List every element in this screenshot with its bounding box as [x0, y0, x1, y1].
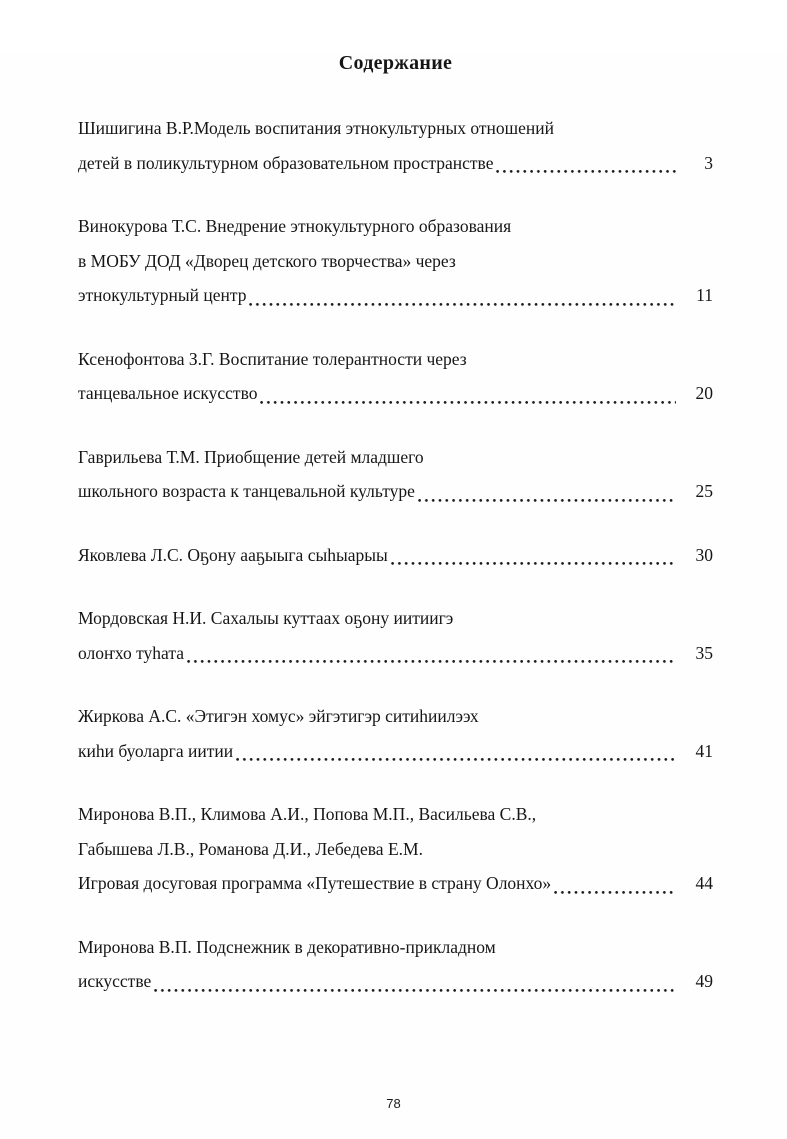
toc-page	[0, 52, 787, 1139]
toc-entry-last-line	[78, 474, 713, 509]
toc-entry-text: детей в поликультурном образовательном пространстве	[78, 152, 494, 173]
toc-entry-line: Мордовская Н.И. Сахалыы куттаах оҕону иитиигэ	[78, 608, 454, 628]
toc-entry-last-line	[78, 376, 713, 411]
toc-entry-text: этнокультурный центр	[78, 285, 247, 305]
page-title: Содержание	[338, 52, 453, 74]
toc-entry-text: киһи буоларга иитии	[78, 740, 234, 761]
toc-entry	[78, 209, 713, 313]
dot-leader	[415, 474, 680, 509]
toc-entry-line: Миронова В.П., Климова А.И., Попова М.П., Васильева С.В.,	[78, 804, 537, 824]
toc-entry-text: искусстве	[78, 971, 152, 991]
toc-entry-line: в МОБУ ДОД «Дворец детского творчества» через	[78, 250, 456, 271]
toc-entry-last-line	[78, 734, 713, 769]
toc-entry-page-number: 20	[695, 383, 713, 403]
toc-entry-text: танцевальное искусство	[78, 383, 258, 403]
toc-entry-page-number: 3	[704, 152, 713, 173]
toc-entry-page-number: 25	[695, 481, 713, 501]
toc-entry-page-number: 35	[695, 642, 713, 663]
dot-leader	[257, 376, 680, 411]
page-number-footer: 78	[386, 1096, 401, 1111]
dot-leader	[493, 146, 680, 181]
toc-entry	[78, 538, 713, 573]
dot-leader	[151, 964, 680, 999]
toc-entry-page-number: 30	[695, 544, 713, 565]
toc-entry	[78, 342, 713, 411]
toc-entry	[78, 111, 713, 180]
toc-entry-line: Гаврильева Т.М. Приобщение детей младшего	[78, 446, 424, 467]
toc-entry	[78, 930, 713, 999]
toc-entry-text: Яковлева Л.С. Оҕону ааҕыыга сыһыарыы	[78, 544, 388, 565]
toc-entry-line: Ксенофонтова З.Г. Воспитание толерантности через	[78, 348, 467, 369]
toc-entry-line: Винокурова Т.С. Внедрение этнокультурного образования	[78, 216, 512, 236]
toc-entry	[78, 601, 713, 670]
dot-leader	[246, 278, 680, 313]
toc-entry-line: Габышева Л.В., Романова Д.И., Лебедева Е.М.	[78, 838, 423, 859]
toc-entry-page-number: 44	[695, 873, 713, 893]
toc-list	[78, 111, 713, 999]
toc-entry-page-number: 11	[696, 285, 713, 305]
toc-entry-page-number: 41	[695, 740, 713, 761]
toc-entry-text: Игровая досуговая программа «Путешествие в страну Олонхо»	[78, 873, 552, 893]
toc-entry-line: Миронова В.П. Подснежник в декоративно-прикладном	[78, 936, 496, 957]
toc-entry-text: олоҥхо туһата	[78, 642, 184, 663]
toc-entry	[78, 440, 713, 509]
toc-entry	[78, 699, 713, 768]
toc-entry-last-line	[78, 146, 713, 181]
toc-entry-last-line	[78, 636, 713, 671]
toc-entry-text: школьного возраста к танцевальной культуре	[78, 481, 415, 501]
dot-leader	[184, 636, 680, 671]
dot-leader	[388, 538, 680, 573]
dot-leader	[233, 734, 680, 769]
toc-entry-last-line	[78, 278, 713, 313]
toc-entry	[78, 797, 713, 901]
toc-entry-line: Жиркова А.С. «Этигэн хомус» эйгэтигэр ситиһиилээх	[78, 706, 479, 726]
toc-entry-page-number: 49	[695, 971, 713, 991]
dot-leader	[551, 866, 680, 901]
toc-entry-line: Шишигина В.Р.Модель воспитания этнокультурных отношений	[78, 118, 554, 138]
toc-entry-last-line	[78, 538, 713, 573]
toc-entry-last-line	[78, 964, 713, 999]
toc-entry-last-line	[78, 866, 713, 901]
